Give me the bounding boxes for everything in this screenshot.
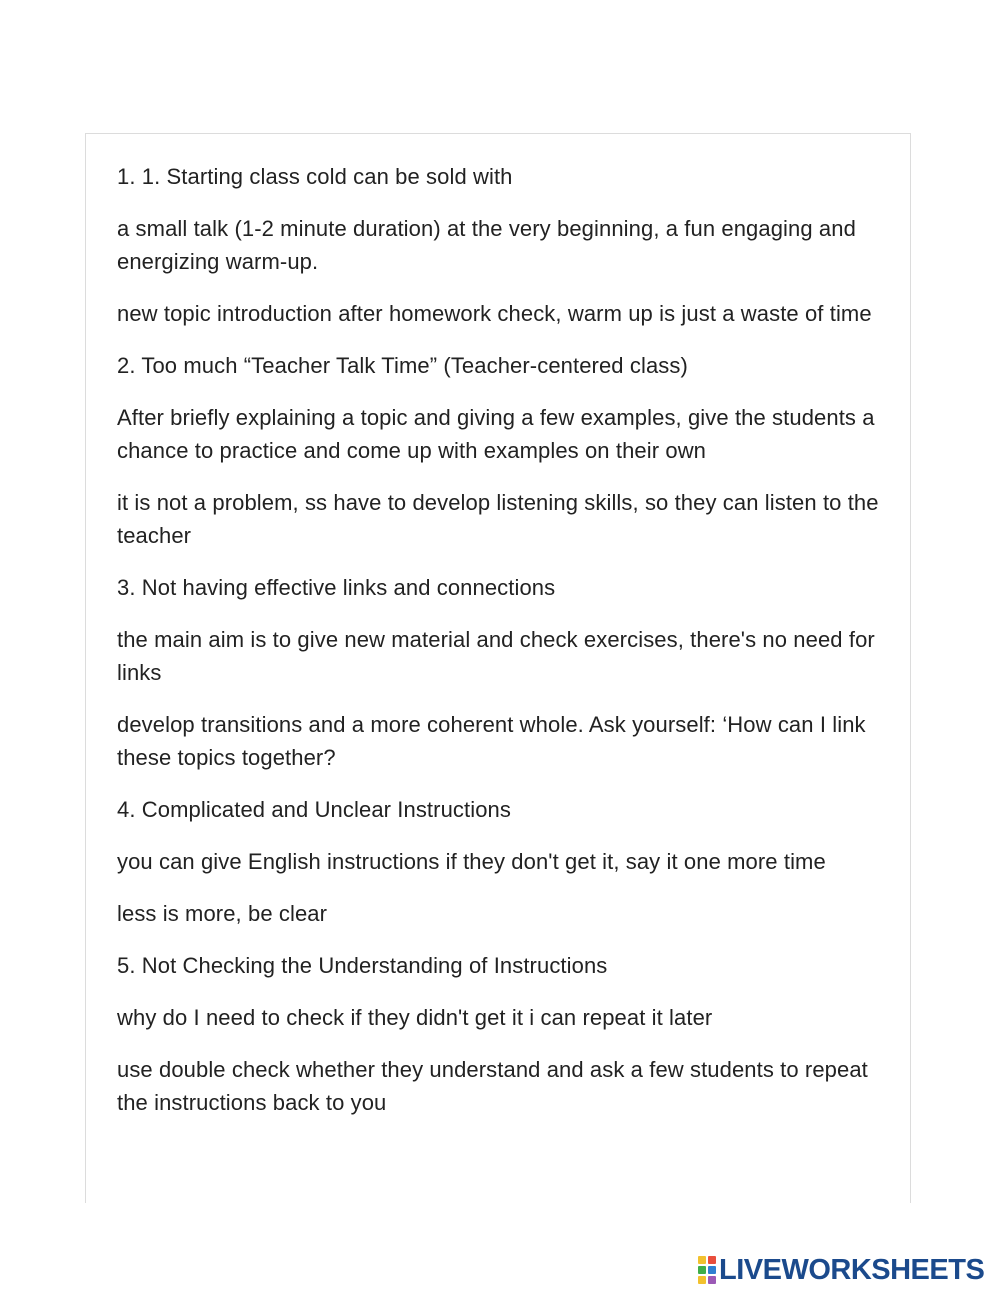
logo-square (698, 1266, 706, 1274)
question-4-option-a[interactable]: you can give English instructions if they don't get it, say it one more time (117, 849, 826, 874)
question-3-heading: 3. Not having effective links and connections (117, 575, 556, 600)
question-5-option-a[interactable]: why do I need to check if they didn't get it i can repeat it later (117, 1005, 713, 1030)
logo-square (708, 1276, 716, 1284)
question-1-heading: 1. 1. Starting class cold can be sold with (117, 164, 513, 189)
question-4-option-b[interactable]: less is more, be clear (117, 901, 328, 926)
question-1-option-a[interactable]: a small talk (1-2 minute duration) at the very beginning, a fun engaging and energizing warm-up. (117, 216, 856, 274)
brand-name: LIVEWORKSHEETS (719, 1253, 985, 1286)
question-4-heading: 4. Complicated and Unclear Instructions (117, 797, 511, 822)
logo-square (698, 1256, 706, 1264)
worksheet-content (117, 160, 892, 1138)
logo-square (708, 1266, 716, 1274)
logo-square (708, 1256, 716, 1264)
question-2-option-b[interactable]: it is not a problem, ss have to develop listening skills, so they can listen to the teacher (117, 490, 879, 548)
liveworksheets-brand (698, 1253, 984, 1287)
liveworksheets-logo-icon (698, 1256, 716, 1284)
question-5-option-b[interactable]: use double check whether they understand and ask a few students to repeat the instructions back to you (117, 1057, 868, 1115)
question-3-option-b[interactable]: develop transitions and a more coherent whole. Ask yourself: ‘How can I link these topics together? (117, 712, 866, 770)
question-2-heading: 2. Too much “Teacher Talk Time” (Teacher-centered class) (117, 353, 688, 378)
question-1-option-b[interactable]: new topic introduction after homework check, warm up is just a waste of time (117, 301, 872, 326)
question-5-heading: 5. Not Checking the Understanding of Instructions (117, 953, 608, 978)
logo-square (698, 1276, 706, 1284)
question-2-option-a[interactable]: After briefly explaining a topic and giving a few examples, give the students a chance to practice and come up with examples on their own (117, 405, 875, 463)
question-3-option-a[interactable]: the main aim is to give new material and check exercises, there's no need for links (117, 627, 875, 685)
